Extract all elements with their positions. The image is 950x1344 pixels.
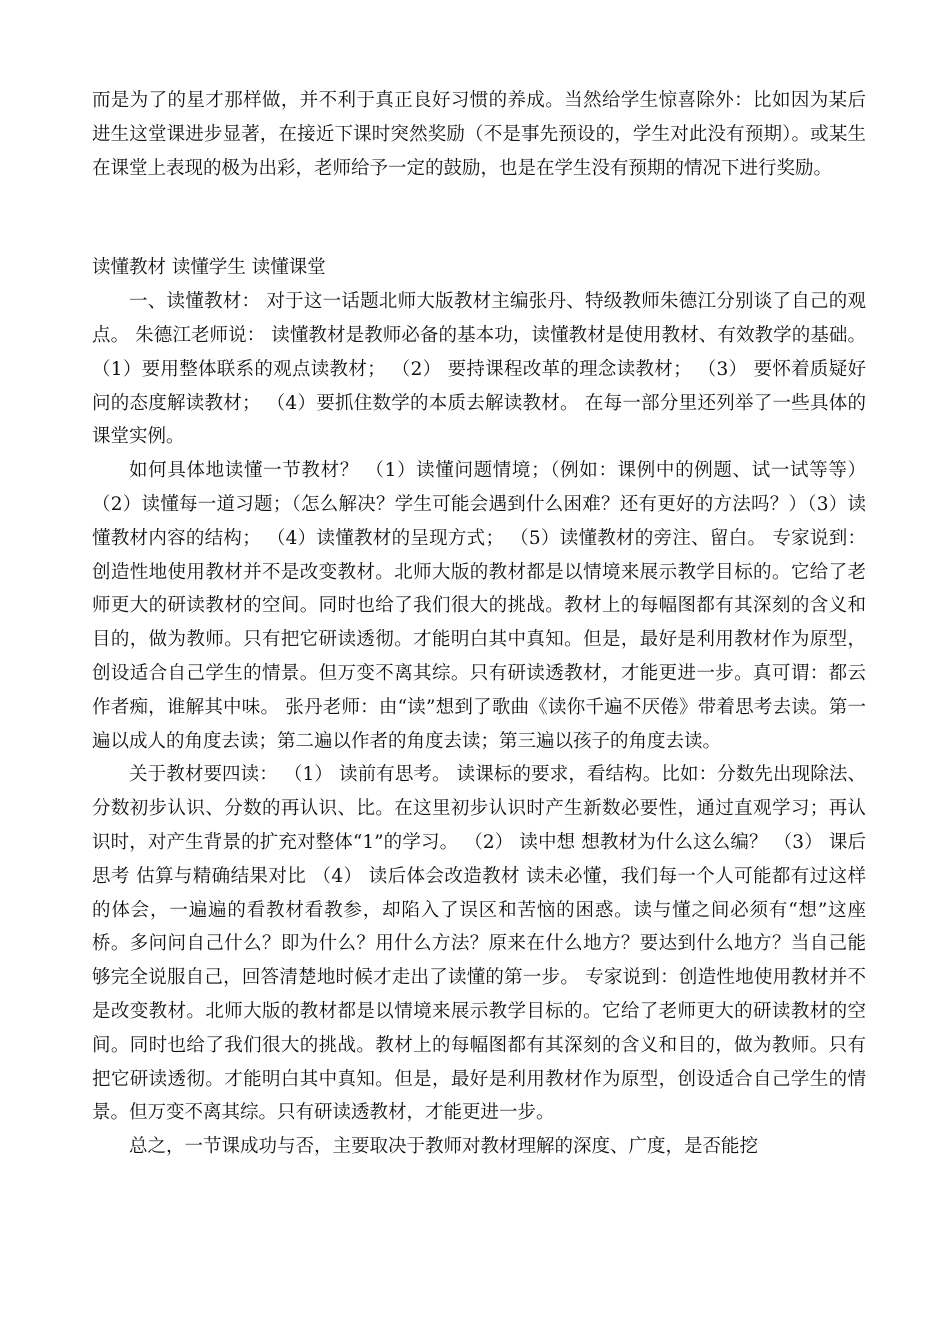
paragraph-four-readings: 关于教材要四读： （1） 读前有思考。 读课标的要求，看结构。比如：分数先出现除法、分数初步认识、分数的再认识、比。在这里初步认识时产生新数必要性，通过直观学习；再认识时，对产生背景的扩充对整体“1”的学习。 （2） 读中想 想教材为什么这么编？ （3） 课后思考 估算与精确结果对比 （4） 读后体会改造教材 读未必懂，我们每一个人可能都有过这样的体会，一遍遍的看教材看教参，却陷入了误区和苦恼的困惑。读与懂之间必须有“想”这座桥。多问问自己什么？即为什么？用什么方法？原来在什么地方？要达到什么地方？当自己能够完全说服自己，回答清楚地时候才走出了读懂的第一步。 专家说到：创造性地使用教材并不是改变教材。北师大版的教材都是以情境来展示教学目标的。它给了老师更大的研读教材的空间。同时也给了我们很大的挑战。教材上的每幅图都有其深刻的含义和目的，做为教师。只有把它研读透彻。才能明白其中真知。但是，最好是利用教材作为原型，创设适合自己学生的情景。但万变不离其综。只有研读透教材，才能更进一步。	[92, 764, 866, 1124]
section-heading: 读懂教材 读懂学生 读懂课堂	[92, 257, 326, 279]
paragraph-gap	[92, 185, 866, 251]
paragraph-how-to-read: 如何具体地读懂一节教材？ （1）读懂问题情境；（例如：课例中的例题、试一试等等） （2）读懂每一道习题；（怎么解决？学生可能会遇到什么困难？还有更好的方法吗？）（3）读懂教材内容的结构； （4）读懂教材的呈现方式； （5）读懂教材的旁注、留白。 专家说到：创造性地使用教材并不是改变教材。北师大版的教材都是以情境来展示教学目标的。它给了老师更大的研读教材的空间。同时也给了我们很大的挑战。教材上的每幅图都有其深刻的含义和目的，做为教师。只有把它研读透彻。才能明白其中真知。但是，最好是利用教材作为原型，创设适合自己学生的情景。但万变不离其综。只有研读透教材，才能更进一步。真可谓：都云作者痴，谁解其中味。 张丹老师：由“读”想到了歌曲《读你千遍不厌倦》带着思考去读。第一遍以成人的角度去读；第二遍以作者的角度去读；第三遍以孩子的角度去读。	[92, 460, 866, 752]
paragraph-continuation: 而是为了的星才那样做，并不利于真正良好习惯的养成。当然给学生惊喜除外：比如因为某后进生这堂课进步显著，在接近下课时突然奖励（不是事先预设的，学生对此没有预期）。或某生在课堂上表现的极为出彩，老师给予一定的鼓励，也是在学生没有预期的情况下进行奖励。	[92, 90, 866, 179]
paragraph-read-textbook: 一、读懂教材： 对于这一话题北师大版教材主编张丹、特级教师朱德江分别谈了自己的观点。 朱德江老师说： 读懂教材是教师必备的基本功，读懂教材是使用教材、有效教学的基础。 （1）要用整体联系的观点读教材； （2） 要持课程改革的理念读教材； （3） 要怀着质疑好问的态度解读教材； （4）要抓住数学的本质去解读教材。 在每一部分里还列举了一些具体的课堂实例。	[92, 291, 866, 448]
paragraph-conclusion: 总之，一节课成功与否，主要取决于教师对教材理解的深度、广度，是否能挖	[129, 1136, 759, 1158]
document-body	[92, 84, 866, 1164]
